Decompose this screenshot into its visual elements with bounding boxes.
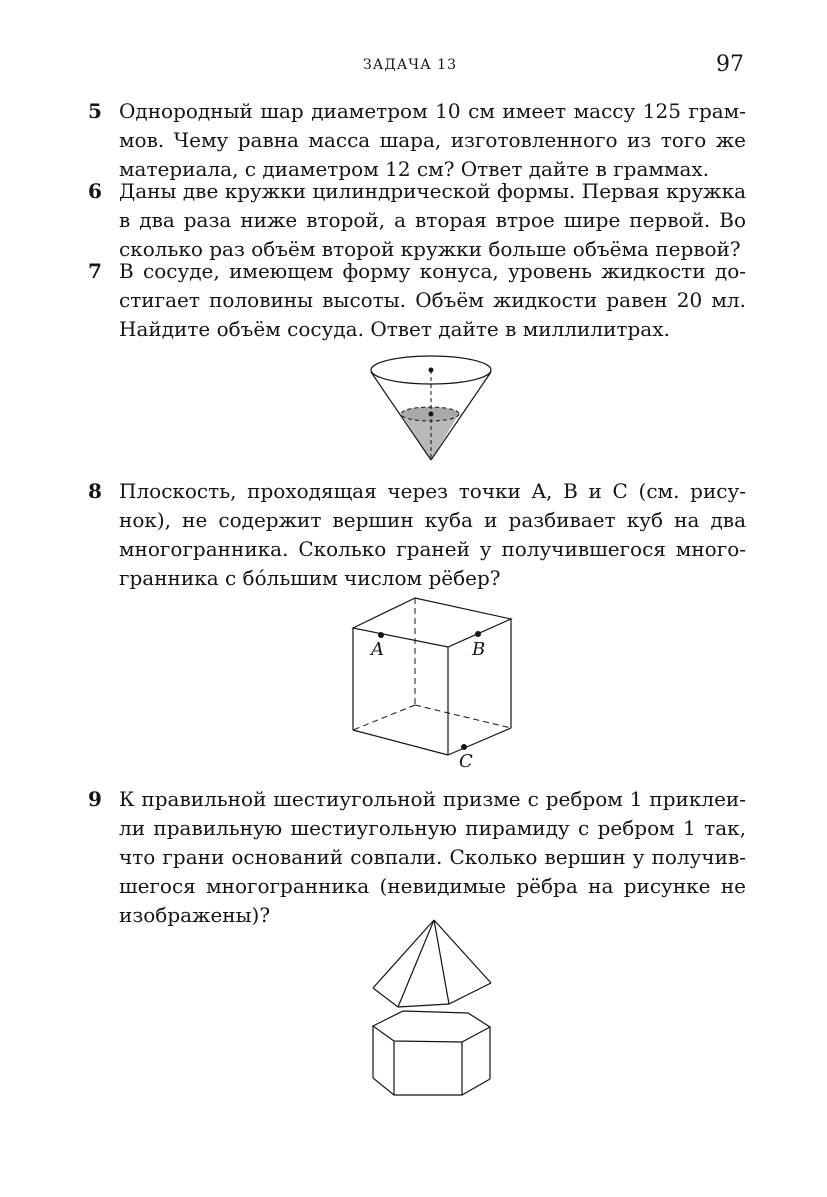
problem-text-line: сколько раз объём второй кружки больше объёма первой? bbox=[119, 237, 741, 261]
running-header: ЗАДАЧА 13 bbox=[363, 57, 457, 73]
problem-6 bbox=[88, 177, 748, 264]
problem-text-line: стигает половины высоты. Объём жидкости равен 20 мл. bbox=[119, 288, 746, 312]
cone-figure bbox=[360, 350, 500, 465]
problem-text-line: что грани оснований совпали. Сколько вершин у получив- bbox=[119, 845, 746, 869]
point-c bbox=[461, 744, 467, 750]
point-b bbox=[475, 631, 481, 637]
problem-text-line: материала, с диаметром 12 см? Ответ дайте в граммах. bbox=[119, 157, 710, 181]
problem-text-line: изображены)? bbox=[119, 903, 271, 927]
cube-figure bbox=[345, 590, 525, 775]
problem-text-line: мов. Чему равна масса шара, изготовленного из того же bbox=[119, 128, 746, 152]
label-a: A bbox=[371, 639, 384, 660]
problem-number: 8 bbox=[88, 479, 102, 503]
cube-edge bbox=[353, 730, 448, 755]
hexagonal-pyramid bbox=[373, 920, 491, 1007]
problem-text-line: Даны две кружки цилиндрической формы. Первая кружка bbox=[119, 179, 746, 203]
problem-text-line: шегося многогранника (невидимые рёбра на рисунке не bbox=[119, 874, 746, 898]
cone-apex-center bbox=[429, 368, 434, 373]
label-b: B bbox=[472, 639, 486, 660]
page-number: 97 bbox=[716, 52, 744, 77]
cube-hidden-edge bbox=[353, 705, 415, 730]
problem-text-line: Однородный шар диаметром 10 см имеет массу 125 грам- bbox=[119, 99, 746, 123]
problem-7 bbox=[88, 257, 748, 344]
problem-text-line: многогранника. Сколько граней у получившегося много- bbox=[119, 537, 746, 561]
pyramid-prism-figure bbox=[365, 915, 500, 1105]
point-a bbox=[378, 632, 384, 638]
hexagonal-prism bbox=[373, 1011, 490, 1095]
problem-text-line: в два раза ниже второй, а вторая втрое шире первой. Во bbox=[119, 208, 746, 232]
liquid-center bbox=[429, 412, 434, 417]
cube-hidden-edge bbox=[415, 705, 511, 728]
problem-9 bbox=[88, 785, 748, 930]
problem-text-line: Плоскость, проходящая через точки A, B и C (см. рису- bbox=[119, 479, 746, 503]
problem-text-line: Найдите объём сосуда. Ответ дайте в миллилитрах. bbox=[119, 317, 670, 341]
problem-8 bbox=[88, 477, 748, 593]
problem-number: 9 bbox=[88, 787, 102, 811]
problem-number: 7 bbox=[88, 259, 102, 283]
problem-text-line: нок), не содержит вершин куба и разбивает куб на два bbox=[119, 508, 746, 532]
problem-number: 6 bbox=[88, 179, 102, 203]
label-c: C bbox=[459, 751, 473, 772]
problem-text-line: В сосуде, имеющем форму конуса, уровень жидкости до- bbox=[119, 259, 746, 283]
problem-number: 5 bbox=[88, 99, 102, 123]
problem-text-line: гранника с бóльшим числом рёбер? bbox=[119, 566, 501, 590]
problem-text-line: ли правильную шестиугольную пирамиду с ребром 1 так, bbox=[119, 816, 746, 840]
cube-edge bbox=[448, 728, 511, 755]
problem-text-line: К правильной шестиугольной призме с ребром 1 приклеи- bbox=[119, 787, 746, 811]
problem-5 bbox=[88, 97, 748, 184]
